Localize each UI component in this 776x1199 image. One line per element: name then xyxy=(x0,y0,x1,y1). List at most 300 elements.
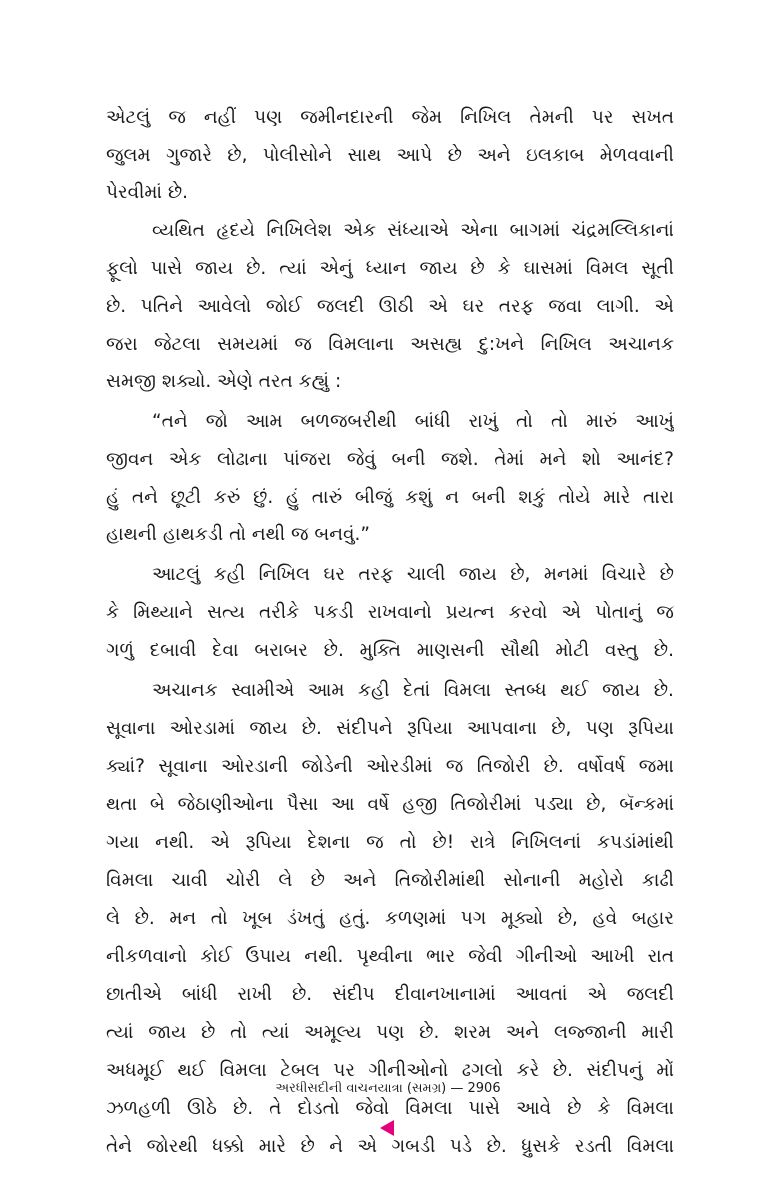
word: જાય xyxy=(419,258,458,279)
word: તો xyxy=(230,1022,248,1043)
word: મારે xyxy=(258,1136,286,1157)
word: છે. xyxy=(323,640,344,661)
word: કરે xyxy=(516,1060,540,1081)
text-line xyxy=(106,752,674,782)
word: નિખિલેશ xyxy=(266,220,332,241)
word: વિમલા xyxy=(626,1136,674,1157)
word: ગુજારે xyxy=(165,145,212,166)
word: નીકળવાનો xyxy=(106,946,188,967)
word: ચાવી xyxy=(171,870,208,891)
word: જાય xyxy=(602,680,641,701)
word: જ xyxy=(294,334,312,355)
word: ધ્રુસકે xyxy=(521,1136,561,1157)
word: અસહ્ય xyxy=(410,334,463,355)
word: વિમલાના xyxy=(328,334,394,355)
word: પર xyxy=(333,1060,355,1081)
word: સંદીપનું xyxy=(586,1060,643,1081)
word: જોરથી xyxy=(146,1136,198,1157)
text-line xyxy=(106,598,674,628)
word: છે. xyxy=(543,756,564,777)
word: પાસે xyxy=(150,258,183,279)
word: છે. xyxy=(232,1098,254,1119)
word: મન xyxy=(169,908,197,929)
word: મોં xyxy=(656,1060,674,1081)
word: દેતાં xyxy=(403,680,431,701)
word: જ xyxy=(445,756,464,777)
word: હવે xyxy=(592,908,618,929)
text-line xyxy=(106,560,674,590)
word: છે, xyxy=(586,794,607,815)
word: મારું xyxy=(585,411,618,432)
word: આવેલો xyxy=(197,296,252,317)
word: મારી xyxy=(641,1022,674,1043)
word: છે. xyxy=(246,258,267,279)
word: સોનાની xyxy=(503,870,561,891)
word: મને xyxy=(539,449,567,470)
word: જરા xyxy=(106,334,138,355)
word: મહોરો xyxy=(578,870,624,891)
word: કરું xyxy=(213,487,241,508)
word: જ xyxy=(366,832,384,853)
word: પાસે xyxy=(468,1098,501,1119)
word: મિથ્યાને xyxy=(133,602,193,623)
word: ધક્કો xyxy=(212,1136,245,1157)
word: એ xyxy=(357,1136,378,1157)
word: રાખવાનો xyxy=(367,602,432,623)
word: આવે xyxy=(516,1098,552,1119)
word: છે. xyxy=(291,984,313,1005)
word: દબાવી xyxy=(149,640,197,661)
word: લે xyxy=(106,908,120,929)
word: અને xyxy=(343,870,377,891)
word: બે xyxy=(149,794,165,815)
word: આનંદ? xyxy=(616,449,674,470)
word: છૂટી xyxy=(170,487,201,508)
paragraph-1 xyxy=(106,103,674,208)
word: છે xyxy=(310,870,325,891)
word: કે xyxy=(106,602,120,623)
word: આખી xyxy=(590,946,635,967)
word: જવા xyxy=(548,296,582,317)
word: પડે xyxy=(449,1136,473,1157)
word: એ xyxy=(428,296,448,317)
word: સત્ય xyxy=(207,602,245,623)
word: સૂવાના xyxy=(158,756,208,777)
word: બાંધી xyxy=(414,411,451,432)
word: ગયા xyxy=(106,832,140,853)
word: જેવો xyxy=(355,1098,390,1119)
word: તારા xyxy=(643,487,674,508)
word: તો xyxy=(210,908,228,929)
word: એનું xyxy=(319,258,353,279)
word: હું xyxy=(285,487,300,508)
word: ઝળહળી xyxy=(106,1098,171,1119)
word: છે, xyxy=(227,145,248,166)
word: જેવી xyxy=(468,946,503,967)
word: દેવા xyxy=(212,640,239,661)
word: સંધ્યાએ xyxy=(387,220,449,241)
word: નથી. xyxy=(304,946,344,967)
word: જેટલા xyxy=(154,334,201,355)
text-line xyxy=(106,1018,674,1048)
word: પાંજરા xyxy=(283,449,332,470)
word: તો xyxy=(399,832,417,853)
word: ઢગલો xyxy=(461,1060,504,1081)
word: નિખિલ xyxy=(540,334,592,355)
word: ઘાસમાં xyxy=(523,258,573,279)
word: પગ xyxy=(460,908,487,929)
word: દુ:ખને xyxy=(478,334,525,355)
word: ત્યાં xyxy=(279,258,307,279)
word: લોઢાના xyxy=(216,449,268,470)
text-line xyxy=(106,330,674,360)
word: રાખી xyxy=(237,984,273,1005)
word: ડંખતું xyxy=(286,908,325,929)
word: નિખિલ xyxy=(460,107,512,128)
word: છે xyxy=(201,1022,216,1043)
word: જોઈ xyxy=(265,296,303,317)
word: ફૂલો xyxy=(106,258,138,279)
word: કે xyxy=(597,1098,611,1119)
word: સૌથી xyxy=(500,640,540,661)
word: મૂક્યો xyxy=(500,908,544,929)
word: નથી. xyxy=(155,832,195,853)
word: શકું xyxy=(518,487,546,508)
text-line xyxy=(106,483,674,513)
word: મનમાં xyxy=(543,564,589,585)
word: તો xyxy=(551,411,568,432)
word: અચાનક xyxy=(152,680,218,701)
word: રૂપિયા xyxy=(245,832,292,853)
word: પ્રયત્ન xyxy=(445,602,495,623)
word: એક xyxy=(168,449,202,470)
word: ઇલકાબ xyxy=(526,145,585,166)
text-line xyxy=(106,292,674,322)
word: જાય xyxy=(249,718,288,739)
word: ગળું xyxy=(106,640,134,661)
word: મોટી xyxy=(555,640,590,661)
word: કોઈ xyxy=(200,946,233,967)
word: માણસની xyxy=(416,640,485,661)
body-text xyxy=(106,103,674,1162)
word: તેમની xyxy=(529,107,574,128)
text-line xyxy=(106,103,674,133)
text-line: સમજી શક્યો. એણે તરત કહ્યું : xyxy=(106,371,342,392)
word: કરવો xyxy=(508,602,548,623)
word: વિમલ xyxy=(585,258,629,279)
word: બની xyxy=(471,487,506,508)
word: કશું xyxy=(405,487,433,508)
word: તરફ xyxy=(358,564,394,585)
word: જમીનદારની xyxy=(300,107,394,128)
word: નિખિલ xyxy=(258,564,310,585)
word: છે. xyxy=(134,908,155,929)
word: પોતાનું xyxy=(595,602,643,623)
word: નહીં xyxy=(203,107,237,128)
word: એ xyxy=(561,602,581,623)
word: છે, xyxy=(551,718,572,739)
word: શો xyxy=(582,449,601,470)
word: થઈ xyxy=(560,680,589,701)
word: બૅન્કમાં xyxy=(619,794,674,815)
word: ને xyxy=(329,1136,344,1157)
word: કે xyxy=(497,258,511,279)
word: વિચારે xyxy=(601,564,647,585)
word: તરીકે xyxy=(259,602,300,623)
word: આટલું xyxy=(152,564,201,585)
word: અને xyxy=(505,1022,540,1043)
text-line xyxy=(106,790,674,820)
text-line: પેરવીમાં છે. xyxy=(106,182,189,203)
word: સ્તબ્ધ xyxy=(504,680,547,701)
text-line xyxy=(106,828,674,858)
word: ચંદ્રમલ્લિકાનાં xyxy=(571,220,674,241)
word: વિમલા xyxy=(219,1060,267,1081)
paragraph-2 xyxy=(106,216,674,397)
word: નિખિલનાં xyxy=(511,832,582,853)
word: અમૂલ્ય xyxy=(304,1022,362,1043)
word: તે xyxy=(269,1098,282,1119)
word: છે, xyxy=(557,908,578,929)
text-line xyxy=(106,407,674,437)
word: વસ્તુ xyxy=(605,640,638,661)
word: છે. xyxy=(106,296,127,317)
word: મારે xyxy=(603,487,631,508)
word: જલદી xyxy=(316,296,365,317)
word: આવતાં xyxy=(515,984,568,1005)
word: આમ xyxy=(307,680,345,701)
word: છે xyxy=(300,1136,315,1157)
word: તેમાં xyxy=(494,449,525,470)
word: દોડતો xyxy=(297,1098,340,1119)
word: તિજોરી xyxy=(476,756,531,777)
word: બરાબર xyxy=(254,640,308,661)
word: તિજોરીમાંથી xyxy=(394,870,486,891)
word: દીવાનખાનામાં xyxy=(394,984,496,1005)
word: છે xyxy=(470,258,485,279)
word: ઓરડીમાં xyxy=(366,756,433,777)
word: ચાલી xyxy=(406,564,446,585)
word: બીજું xyxy=(354,487,393,508)
word: જમા xyxy=(638,756,674,777)
word: લજ્જાની xyxy=(553,1022,627,1043)
text-line xyxy=(106,216,674,246)
word: મેળવવાની xyxy=(599,145,674,166)
word: જીવન xyxy=(106,449,154,470)
word: તને xyxy=(131,487,158,508)
word: આપે xyxy=(396,145,433,166)
word: ઘર xyxy=(323,564,345,585)
word: છે xyxy=(567,1098,582,1119)
word: લે xyxy=(278,870,293,891)
word: જાય xyxy=(148,1022,187,1043)
word: દેશના xyxy=(307,832,351,853)
word: ટેબલ xyxy=(280,1060,320,1081)
word: હું xyxy=(106,487,120,508)
word: શરમ xyxy=(454,1022,492,1043)
word: પોલીસોને xyxy=(262,145,333,166)
word: જેઠાણીઓના xyxy=(177,794,274,815)
word: છાતીએ xyxy=(106,984,162,1005)
word: વ્યથિત xyxy=(152,220,205,241)
text-line xyxy=(106,676,674,706)
word: રૂપિયા xyxy=(406,718,453,739)
word: જલદી xyxy=(626,984,674,1005)
text-line xyxy=(106,904,674,934)
word: છે xyxy=(447,145,462,166)
text-line: હાથની હાથકડી તો નથી જ બનવું.” xyxy=(106,524,371,545)
word: પૃથ્વીના xyxy=(356,946,413,967)
text-line xyxy=(106,714,674,744)
word: ઘર xyxy=(462,296,485,317)
word: છે. xyxy=(653,640,674,661)
word: એક xyxy=(343,220,376,241)
word: કહી xyxy=(213,564,246,585)
word: મુક્તિ xyxy=(359,640,401,661)
word: એ xyxy=(587,984,607,1005)
word: રડતી xyxy=(574,1136,613,1157)
word: ઊઠે xyxy=(187,1098,217,1119)
word: પકડી xyxy=(313,602,354,623)
word: એ xyxy=(210,832,230,853)
text-line xyxy=(106,636,674,666)
word: સખત xyxy=(631,107,674,128)
word: તિજોરીમાં xyxy=(450,794,522,815)
word: જ xyxy=(656,602,674,623)
word: પણ xyxy=(254,107,283,128)
word: તેને xyxy=(106,1136,133,1157)
word: ત્યાં xyxy=(261,1022,290,1043)
word: ઊઠી xyxy=(378,296,414,317)
word: છે, xyxy=(510,564,531,585)
word: ગીનીઓ xyxy=(515,946,578,967)
word: સૂવાના xyxy=(106,718,156,739)
word: રૂપિયા xyxy=(628,718,674,739)
word: સંદીપ xyxy=(332,984,375,1005)
word: પતિને xyxy=(140,296,184,317)
text-line xyxy=(106,254,674,284)
word: એના xyxy=(460,220,499,241)
word: સ્વામીએ xyxy=(231,680,295,701)
word: “તને xyxy=(152,411,188,432)
word: આમ xyxy=(245,411,283,432)
word: સાથ xyxy=(347,145,382,166)
word: કપડાંમાંથી xyxy=(597,832,674,853)
word: અચાનક xyxy=(608,334,674,355)
text-line xyxy=(106,1132,674,1162)
word: તો xyxy=(516,411,533,432)
word: થતા xyxy=(106,794,137,815)
word: હૃદયે xyxy=(216,220,255,241)
word: થઈ xyxy=(177,1060,206,1081)
text-line xyxy=(106,141,674,171)
word: ઓરડામાં xyxy=(169,718,236,739)
word: બાગમાં xyxy=(509,220,561,241)
word: બહાર xyxy=(631,908,674,929)
word: જેમ xyxy=(411,107,443,128)
word: આ xyxy=(331,794,355,815)
word: પર xyxy=(591,107,614,128)
paragraph-3 xyxy=(106,407,674,550)
word: ચોરી xyxy=(225,870,261,891)
word: રાખું xyxy=(468,411,498,432)
word: છે xyxy=(659,564,674,585)
word: ત્યાં xyxy=(106,1022,134,1043)
word: કળણમાં xyxy=(385,908,447,929)
word: ગીનીઓનો xyxy=(368,1060,449,1081)
word: છે. xyxy=(552,1060,573,1081)
word: અને xyxy=(477,145,511,166)
word: વિમલા xyxy=(405,1098,453,1119)
word: કહી xyxy=(357,680,390,701)
word: જો xyxy=(205,411,228,432)
word: બળજબરીથી xyxy=(300,411,397,432)
word: ઉપાય xyxy=(245,946,292,967)
word: ધ્યાન xyxy=(365,258,407,279)
word: ગબડી xyxy=(391,1136,436,1157)
page-footer: અરધીસદીની વાચનયાત્રા (સમગ્ર) — 2906 xyxy=(275,1081,501,1096)
word: વર્ષોવર્ષ xyxy=(577,756,626,777)
word: એ xyxy=(654,296,674,317)
word: પૈસા xyxy=(286,794,319,815)
word: વિમલા xyxy=(106,870,154,891)
word: ઓરડાની xyxy=(221,756,289,777)
word: ક્યાં? xyxy=(106,756,145,777)
word: રાત્રે xyxy=(470,832,496,853)
word: કાઢી xyxy=(641,870,674,891)
word: રાત xyxy=(647,946,674,967)
word: અધમૂઈ xyxy=(106,1060,164,1081)
word: જાય xyxy=(458,564,497,585)
word: પણ xyxy=(585,718,614,739)
word: તારું xyxy=(311,487,343,508)
triangle-left-icon[interactable] xyxy=(380,1120,394,1136)
word: ભાર xyxy=(426,946,456,967)
text-line xyxy=(106,445,674,475)
word: વર્ષે xyxy=(367,794,390,815)
word: છે. xyxy=(653,680,674,701)
word: જશે. xyxy=(440,449,479,470)
word: લાગી. xyxy=(596,296,640,317)
word: હતું. xyxy=(339,908,371,929)
word: જોડેની xyxy=(301,756,353,777)
word: છે! xyxy=(432,832,455,853)
word: એટલું xyxy=(106,107,151,128)
word: વિમલા xyxy=(626,1098,674,1119)
word: તરફ xyxy=(498,296,534,317)
word: છે. xyxy=(486,1136,507,1157)
text-line xyxy=(106,866,674,896)
word: આપવાના xyxy=(466,718,537,739)
word: સૂતી xyxy=(641,258,674,279)
word: સમયમાં xyxy=(217,334,278,355)
word: ન xyxy=(445,487,460,508)
text-line xyxy=(106,942,674,972)
word: પડ્યા xyxy=(534,794,574,815)
word: જ xyxy=(168,107,186,128)
word: તોયે xyxy=(558,487,591,508)
word: જેવું xyxy=(346,449,376,470)
word: હજી xyxy=(402,794,438,815)
word: જાય xyxy=(195,258,234,279)
paragraph-4 xyxy=(106,560,674,666)
word: પણ xyxy=(376,1022,405,1043)
word: વિમલા xyxy=(443,680,491,701)
word: બની xyxy=(391,449,426,470)
word: ખૂબ xyxy=(242,908,273,929)
word: છું. xyxy=(253,487,274,508)
word: જુલમ xyxy=(106,145,151,166)
